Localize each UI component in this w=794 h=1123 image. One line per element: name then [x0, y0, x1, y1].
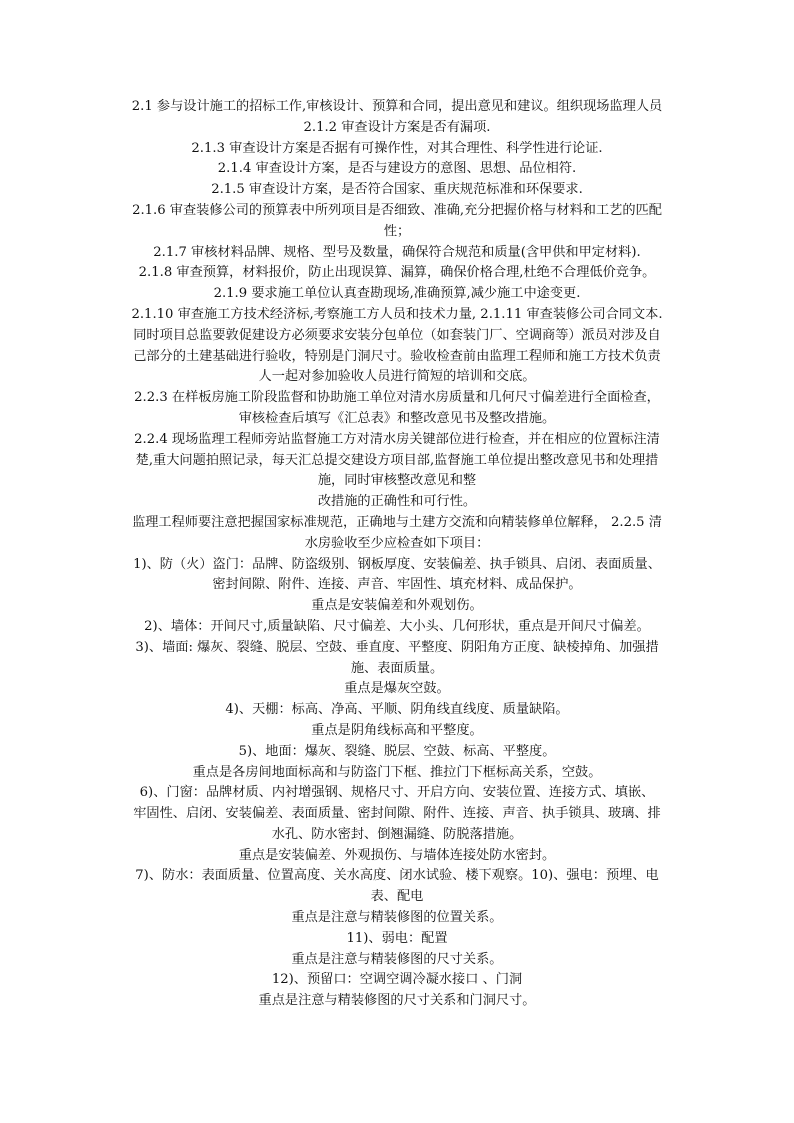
text-line: 施，同时审核整改意见和整 — [317, 473, 477, 489]
text-line: 2.1.5 审查设计方案，是否符合国家、重庆规范标准和环保要求. — [211, 182, 583, 198]
text-line: 重点是阴角线标高和平整度。 — [311, 722, 483, 738]
text-line: 重点是爆灰空鼓。 — [344, 681, 450, 697]
text-line: 2.1.4 审查设计方案，是否与建设方的意图、思想、品位相符. — [217, 161, 577, 177]
text-line: 2.2.3 在样板房施工阶段监督和协助施工单位对清水房质量和几何尺寸偏差进行全面检查， — [134, 390, 660, 406]
text-line: 楚,重大问题拍照记录，每天汇总提交建设方项目部,监督施工单位提出整改意见书和处理措 — [135, 452, 659, 468]
text-line: 5)、地面：爆灰、裂缝、脱层、空鼓、标高、平整度。 — [238, 743, 556, 759]
text-line: 6)、门窗：品牌材质、内衬增强钢、规格尺寸、开启方向、安装位置、连接方式、填嵌、 — [139, 785, 655, 801]
text-line: 2)、墙体：开间尺寸,质量缺陷、尺寸偏差、大小头、几何形状，重点是开间尺寸偏差。 — [144, 618, 650, 634]
text-line: 密封间隙、附件、连接、声音、牢固性、填充材料、成品保护。 — [212, 577, 582, 593]
text-line: 水房验收至少应检查如下项目： — [304, 535, 490, 551]
text-line: 2.1 参与设计施工的招标工作,审核设计、预算和合同，提出意见和建议。组织现场监理人员 — [131, 99, 663, 114]
text-line: 2.1.7 审核材料品牌、规格、型号及数量，确保符合规范和质量(含甲供和甲定材料). — [153, 244, 641, 260]
text-line: 重点是注意与精装修图的尺寸关系和门洞尺寸。 — [258, 993, 536, 1009]
text-line: 审核检查后填写《汇总表》和整改意见书及整改措施。 — [238, 410, 556, 426]
text-line: 11)、弱电：配置 — [346, 930, 448, 946]
text-line: 重点是注意与精装修图的尺寸关系。 — [291, 951, 503, 967]
text-line: 4)、天棚：标高、净高、平顺、阴角线直线度、质量缺陷。 — [225, 702, 569, 718]
text-line: 2.1.6 审查装修公司的预算表中所列项目是否细致、准确,充分把握价格与材料和工艺的匹配 — [132, 202, 662, 218]
text-line: 2.1.9 要求施工单位认真查勘现场,准确预算,减少施工中途变更. — [213, 286, 581, 302]
text-line: 己部分的土建基础进行验收，特别是门洞尺寸。验收检查前由监理工程师和施工方技术负责 — [133, 348, 661, 364]
text-line: 12)、预留口：空调空调冷凝水接口 、门洞 — [271, 972, 523, 988]
text-line: 2.1.8 审查预算，材料报价，防止出现误算、漏算，确保价格合理,杜绝不合理低价竞争。 — [138, 265, 656, 281]
text-line: 人一起对参加验收人员进行简短的培训和交底。 — [258, 369, 536, 385]
text-line: 施、表面质量。 — [350, 660, 444, 676]
text-line: 同时项目总监要敦促建设方必须要求安装分包单位（如套装门厂、空调商等）派员对涉及自 — [133, 327, 661, 343]
text-line: 重点是注意与精装修图的位置关系。 — [291, 910, 503, 926]
text-line: 重点是安装偏差、外观损伤、与墙体连接处防水密封。 — [238, 847, 556, 863]
text-line: 牢固性、启闭、安装偏差、表面质量、密封间隙、附件、连接、声音、执手锁具、玻璃、排 — [133, 806, 661, 822]
document-body — [117, 97, 677, 1012]
text-line: 2.2.4 现场监理工程师旁站监督施工方对清水房关键部位进行检查，并在相应的位置标注清 — [134, 431, 660, 447]
text-line: 7)、防水：表面质量、位置高度、关水高度、闭水试验、楼下观察。10)、强电：预埋、电 — [135, 868, 659, 884]
text-line: 2.1.2 审查设计方案是否有漏项. — [303, 119, 491, 135]
text-line: 1)、防（火）盗门：品牌、防盗级别、钢板厚度、安装偏差、执手锁具、启闭、表面质量、 — [133, 556, 661, 572]
text-line: 2.1.10 审查施工方技术经济标,考察施工方人员和技术力量, 2.1.11 审查装修公司合同文本. — [131, 306, 663, 322]
text-line: 性； — [383, 223, 411, 239]
text-line: 水孔、防水密封、倒翘漏缝、防脱落措施。 — [271, 826, 523, 842]
text-line: 重点是各房间地面标高和与防盗门下框、推拉门下框标高关系，空鼓。 — [192, 764, 602, 780]
text-line: 3)、墙面: 爆灰、裂缝、脱层、空鼓、垂直度、平整度、阴阳角方正度、缺棱掉角、加强措 — [135, 639, 659, 655]
text-line: 监理工程师要注意把握国家标准规范，正确地与土建方交流和向精装修单位解释， 2.2.5 清 — [132, 514, 662, 530]
text-line: 表、配电 — [370, 889, 424, 905]
text-line: 重点是安装偏差和外观划伤。 — [311, 598, 483, 614]
text-line: 2.1.3 审查设计方案是否据有可操作性，对其合理性、科学性进行论证. — [191, 140, 603, 156]
text-line: 改措施的正确性和可行性。 — [317, 494, 477, 510]
